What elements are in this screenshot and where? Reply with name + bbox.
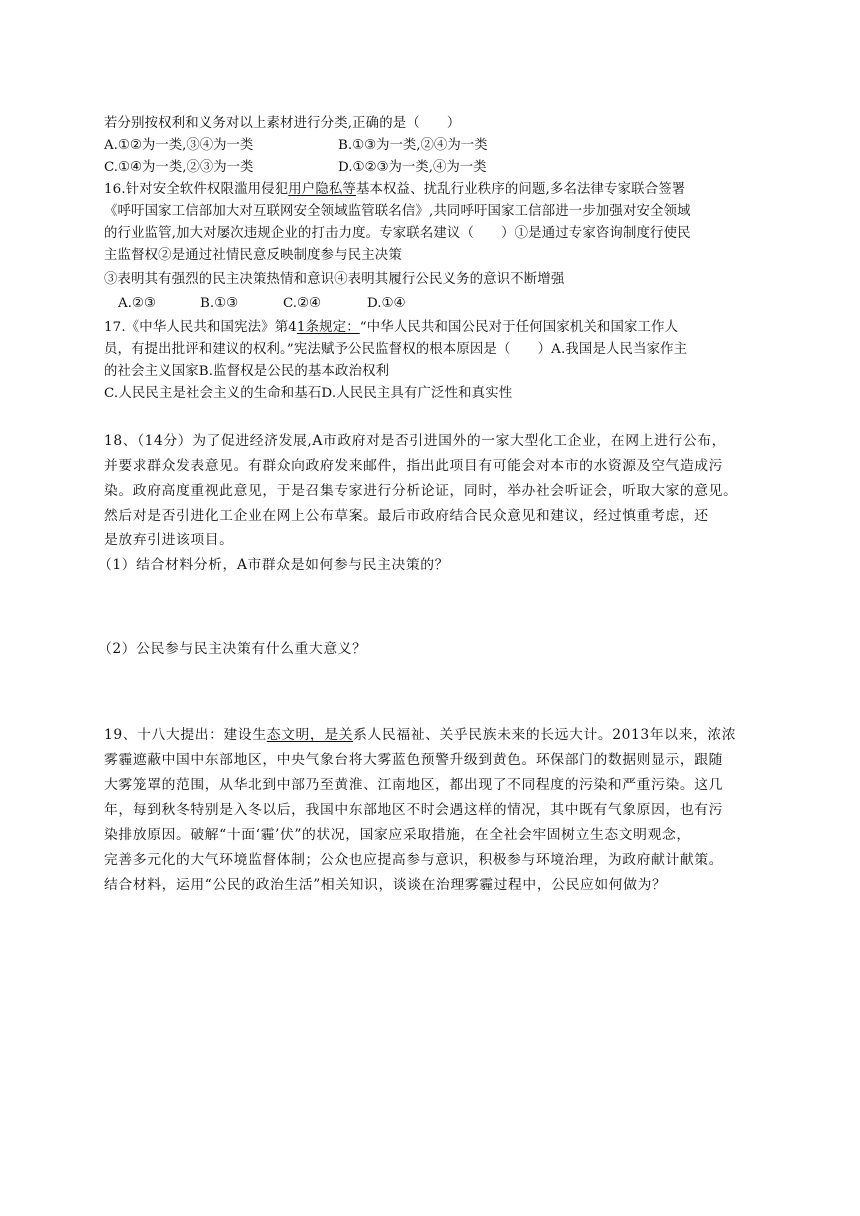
- q15-option-c: C.①④为一类,②③为一类: [104, 160, 254, 175]
- q15-stem: 若分别按权利和义务对以上素材进行分类,正确的是（ ）: [104, 116, 461, 131]
- q18-line-2: 并要求群众发表意见。有群众向政府发来邮件，指出此项目有可能会对本市的水资源及空气造成污: [104, 458, 724, 474]
- q15-option-b: B.①③为一类,②④为一类: [338, 138, 488, 153]
- q18-line-3: 染。政府高度重视此意见，于是召集专家进行分析论证，同时，举办社会听证会，听取大家的意见。: [104, 483, 738, 499]
- q16-line-2: 《呼吁国家工信部加大对互联网安全领域监管联名信》,共同呼吁国家工信部进一步加强对安全领域: [104, 204, 691, 219]
- q18-sub-question-2: （2）公民参与民主决策有什么重大意义？: [98, 641, 367, 657]
- q15-option-a: A.①②为一类,③④为一类: [104, 138, 254, 153]
- q16-option-c: C.②④: [283, 296, 322, 311]
- q19-line-5: 染排放原因。破解“十面‘霾’伏”的状况，国家应采取措施，在全社会牢固树立生态文明观念，: [104, 827, 691, 843]
- q19-line-7: 结合材料，运用“公民的政治生活”相关知识，谈谈在治理雾霾过程中，公民应如何做为？: [104, 877, 667, 893]
- q18-line-5: 是放弃引进该项目。: [104, 532, 234, 548]
- q19-line-4: 年，每到秋冬特别是入冬以后，我国中东部地区不时会遇这样的情况，其中既有气象原因，也有污: [104, 802, 724, 818]
- q16-line-3: 的行业监管,加大对屡次违规企业的打击力度。专家联名建议（ ）①是通过专家咨询制度行使民: [104, 226, 691, 241]
- q19-line-1: 19、十八大提出：建设生态文明，是关系人民福祉、关乎民族未来的长远大计。2013年以来，浓浓: [104, 727, 737, 743]
- q16-line-1: 16.针对安全软件权限滥用侵犯用户隐私等基本权益、扰乱行业秩序的问题,多名法律专家联合签署: [104, 182, 686, 197]
- q18-line-1: 18、（14分）为了促进经济发展,A市政府对是否引进国外的一家大型化工企业，在网上进行公布，: [104, 433, 727, 449]
- q16-option-b: B.①③: [200, 296, 239, 311]
- q17-line-4: C.人民民主是社会主义的生命和基石D.人民民主具有广泛性和真实性: [104, 386, 513, 401]
- q16-line-4: 主监督权②是通过社情民意反映制度参与民主决策: [104, 248, 402, 263]
- q19-line-6: 完善多元化的大气环境监督体制；公众也应提高参与意识，积极参与环境治理，为政府献计献策。: [104, 852, 724, 868]
- q19-line-3: 大雾笼罩的范围，从华北到中部乃至黄淮、江南地区，都出现了不同程度的污染和严重污染。这几: [104, 777, 724, 793]
- q16-option-a: A.②③: [118, 296, 156, 311]
- q16-line-5: ③表明其有强烈的民主决策热情和意识④表明其履行公民义务的意识不断增强: [104, 272, 565, 287]
- q17-line-1: 17.《中华人民共和国宪法》第41条规定：“中华人民共和国公民对于任何国家机关和国家工作人: [104, 320, 679, 335]
- q15-option-d: D.①②③为一类,④为一类: [338, 160, 487, 175]
- q17-line-2: 员，有提出批评和建议的权利。”宪法赋予公民监督权的根本原因是（ ）A.我国是人民当家作主: [104, 342, 688, 357]
- q16-option-d: D.①④: [367, 296, 406, 311]
- q19-line-2: 雾霾遮蔽中国中东部地区，中央气象台将大雾蓝色预警升级到黄色。环保部门的数据则显示，跟随: [104, 752, 724, 768]
- q17-line-3: 的社会主义国家B.监督权是公民的基本政治权利: [104, 364, 390, 379]
- q18-line-4: 然后对是否引进化工企业在网上公布草案。最后市政府结合民众意见和建议，经过慎重考虑，还: [104, 508, 709, 524]
- q18-sub-question-1: （1）结合材料分析，A市群众是如何参与民主决策的？: [98, 557, 450, 573]
